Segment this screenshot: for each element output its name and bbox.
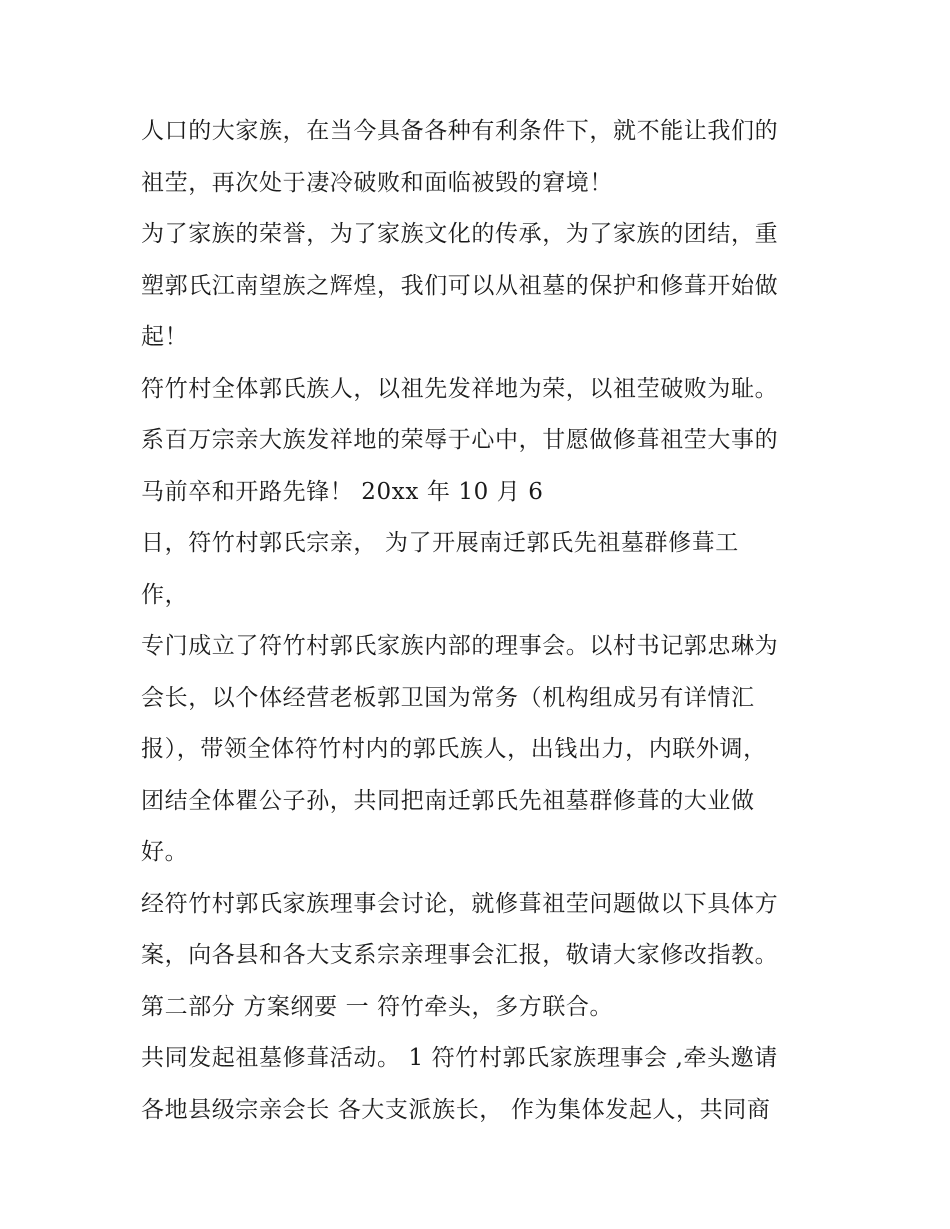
text-line: 专门成立了符竹村郭氏家族内部的理事会。以村书记郭忠琳为 xyxy=(141,633,779,659)
text-line: 起！ xyxy=(141,324,189,350)
text-line: 祖茔，再次处于凄冷破败和面临被毁的窘境！ xyxy=(141,169,613,196)
text-line: 为了家族的荣誉，为了家族文化的传承，为了家族的团结，重 xyxy=(141,221,779,247)
text-line: 各地县级宗亲会长 各大支派族长， 作为集体发起人，共同商 xyxy=(141,1096,771,1123)
text-line: 人口的大家族，在当今具备各种有利条件下，就不能让我们的 xyxy=(141,118,779,144)
text-line: 团结全体瞿公子孙，共同把南迁郭氏先祖墓群修葺的大业做 xyxy=(141,787,755,814)
text-line: 日，符竹村郭氏宗亲， 为了开展南迁郭氏先祖墓群修葺工 xyxy=(141,530,739,556)
text-line: 系百万宗亲大族发祥地的荣辱于心中，甘愿做修葺祖茔大事的 xyxy=(141,427,779,453)
text-line: 经符竹村郭氏家族理事会讨论，就修葺祖茔问题做以下具体方 xyxy=(141,890,779,917)
text-line: 好。 xyxy=(141,839,189,865)
text-line: 符竹村全体郭氏族人，以祖先发祥地为荣，以祖茔破败为耻。 xyxy=(141,375,779,402)
text-line: 报），带领全体符竹村内的郭氏族人，出钱出力，内联外调， xyxy=(141,736,767,762)
text-line: 第二部分 方案纲要 一 符竹牵头，多方联合。 xyxy=(141,993,614,1020)
text-line: 会长，以个体经营老板郭卫国为常务（机构组成另有详情汇 xyxy=(141,684,755,711)
text-line: 共同发起祖墓修葺活动。 1 符竹村郭氏家族理事会 ,牵头邀请 xyxy=(141,1045,778,1071)
text-line: 案，向各县和各大支系宗亲理事会汇报，敬请大家修改指教。 xyxy=(141,942,779,968)
text-line: 塑郭氏江南望族之辉煌，我们可以从祖墓的保护和修葺开始做 xyxy=(141,272,779,299)
document-body xyxy=(141,106,821,1136)
text-line: 马前卒和开路先锋！ 20xx 年 10 月 6 xyxy=(141,478,544,505)
text-line: 作， xyxy=(141,581,189,608)
